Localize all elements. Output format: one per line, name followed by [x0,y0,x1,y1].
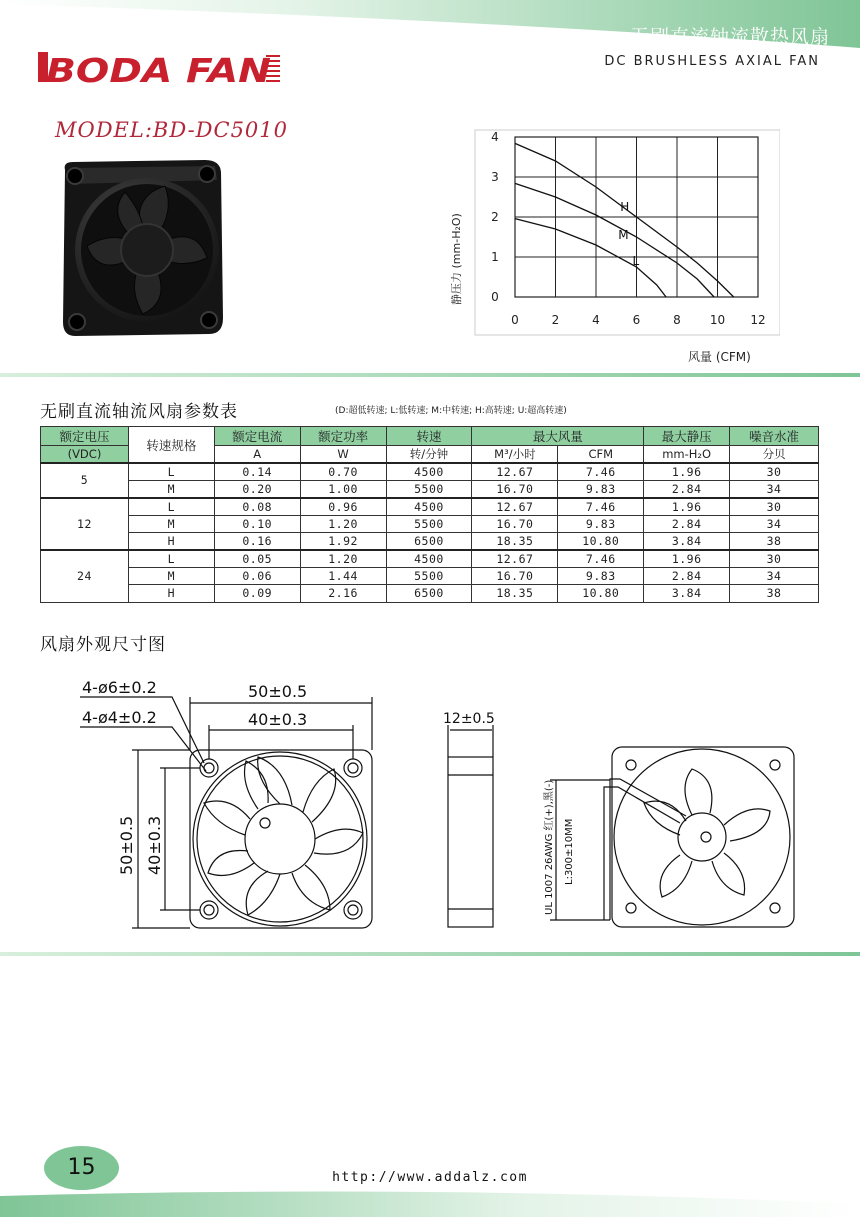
header-cn-title: 无刷直流轴流散热风扇 [629,26,830,48]
table-title: 无刷直流轴流风扇参数表 [40,402,238,422]
th-voltage: 额定电压 [41,427,129,446]
table-header-row-1 [41,427,819,446]
cell-current: 0.20 [214,480,300,497]
th-unit-mmh2o: mm-H₂O [644,446,730,464]
cell-power: 0.96 [300,498,386,515]
x-tick-label: 0 [511,313,519,327]
x-tick-label: 4 [592,313,600,327]
cell-power: 1.00 [300,480,386,497]
cell-rpm: 6500 [386,585,472,602]
cell-pressure: 1.96 [644,550,730,567]
cell-noise: 38 [730,533,819,550]
th-airflow: 最大风量 [472,427,644,446]
divider-top [0,373,860,377]
cell-m3h: 12.67 [472,463,558,480]
back-view-frame [612,747,794,927]
cell-m3h: 18.35 [472,585,558,602]
cell-m3h: 12.67 [472,498,558,515]
cell-voltage: 5 [41,463,129,498]
cell-pressure: 3.84 [644,533,730,550]
th-vdc: (VDC) [41,446,129,464]
th-unit-w: W [300,446,386,464]
table-note: (D:超低转速; L:低转速; M:中转速; H:高转速; U:超高转速) [335,406,567,416]
y-tick-label: 2 [491,210,499,224]
cell-noise: 30 [730,498,819,515]
logo-text: BODA FAN [46,51,271,88]
cell-current: 0.16 [214,533,300,550]
cell-m3h: 16.70 [472,480,558,497]
cell-cfm: 10.80 [558,533,644,550]
th-unit-m3h: M³/小时 [472,446,558,464]
header-en-title: DC BRUSHLESS AXIAL FAN [604,54,820,69]
cell-power: 2.16 [300,585,386,602]
cell-speed: H [128,533,214,550]
back-view-blades [644,769,770,897]
cell-current: 0.08 [214,498,300,515]
th-pressure: 最大静压 [644,427,730,446]
mount-holes [200,759,362,919]
cell-m3h: 16.70 [472,567,558,584]
cell-pressure: 1.96 [644,463,730,480]
th-noise: 噪音水准 [730,427,819,446]
cell-current: 0.06 [214,567,300,584]
side-view [448,757,493,927]
cell-cfm: 7.46 [558,498,644,515]
cell-noise: 38 [730,585,819,602]
th-speed: 转速规格 [128,427,214,464]
cell-cfm: 7.46 [558,463,644,480]
footer-band [0,1190,860,1217]
series-label-M: M [618,228,629,242]
cell-rpm: 5500 [386,515,472,532]
cell-power: 1.20 [300,550,386,567]
cell-voltage: 24 [41,550,129,602]
cell-speed: H [128,585,214,602]
cell-cfm: 7.46 [558,550,644,567]
cell-rpm: 4500 [386,463,472,480]
dimension-drawing [80,675,800,940]
series-line-H [515,143,734,297]
cell-m3h: 18.35 [472,533,558,550]
cell-speed: L [128,550,214,567]
cell-rpm: 4500 [386,498,472,515]
cell-power: 1.44 [300,567,386,584]
table-row [41,567,819,584]
table-row [41,463,819,480]
cell-power: 0.70 [300,463,386,480]
dim-width-inner: 40±0.3 [248,710,308,729]
cell-cfm: 9.83 [558,567,644,584]
front-view-frame [190,750,372,928]
dim-hole-outer: 4-ø6±0.2 [82,678,157,697]
chart-xlabel: 风量 (CFM) [688,350,751,364]
cell-cfm: 10.80 [558,585,644,602]
y-tick-label: 0 [491,290,499,304]
page-number: 15 [44,1146,119,1190]
footer-url[interactable]: http://www.addalz.com [332,1170,528,1185]
cell-current: 0.14 [214,463,300,480]
cell-pressure: 2.84 [644,480,730,497]
cell-pressure: 2.84 [644,567,730,584]
cell-speed: M [128,515,214,532]
x-tick-label: 6 [632,313,641,327]
series-label-H: H [620,200,630,214]
cell-rpm: 5500 [386,480,472,497]
cell-m3h: 12.67 [472,550,558,567]
cell-cfm: 9.83 [558,515,644,532]
cell-current: 0.10 [214,515,300,532]
th-power: 额定功率 [300,427,386,446]
cell-power: 1.20 [300,515,386,532]
table-row [41,585,819,602]
dim-width-outer: 50±0.5 [248,682,308,701]
table-row [41,533,819,550]
cell-m3h: 16.70 [472,515,558,532]
cell-noise: 30 [730,550,819,567]
cell-pressure: 2.84 [644,515,730,532]
cell-voltage: 12 [41,498,129,550]
brand-logo [38,44,288,88]
cell-current: 0.09 [214,585,300,602]
dim-height-outer: 50±0.5 [117,815,136,875]
drawing-title: 风扇外观尺寸图 [40,635,166,655]
dim-hole-inner: 4-ø4±0.2 [82,708,157,727]
cell-power: 1.92 [300,533,386,550]
y-tick-label: 1 [491,250,499,264]
x-tick-label: 12 [750,313,766,327]
cell-pressure: 3.84 [644,585,730,602]
cell-noise: 34 [730,480,819,497]
table-row [41,515,819,532]
cell-rpm: 4500 [386,550,472,567]
table-row [41,498,819,515]
y-tick-label: 4 [491,130,499,144]
y-tick-label: 3 [491,170,499,184]
cell-rpm: 6500 [386,533,472,550]
cell-pressure: 1.96 [644,498,730,515]
cell-speed: M [128,480,214,497]
spec-table [40,426,819,603]
th-rpm: 转速 [386,427,472,446]
cell-speed: L [128,498,214,515]
chart-ylabel: 静压力 (mm-H₂O) [450,213,463,305]
x-tick-label: 2 [551,313,560,327]
th-unit-rpm: 转/分钟 [386,446,472,464]
table-row [41,480,819,497]
th-unit-a: A [214,446,300,464]
cable-label: UL 1007 26AWG 红(+),黑(-) [544,779,555,915]
fan-product-image [55,158,230,343]
cell-rpm: 5500 [386,567,472,584]
cell-noise: 30 [730,463,819,480]
th-current: 额定电流 [214,427,300,446]
model-label: MODEL:BD-DC5010 [55,118,289,142]
series-line-L [515,219,666,297]
divider-bottom [0,952,860,956]
th-unit-db: 分贝 [730,446,819,464]
cell-speed: M [128,567,214,584]
cell-speed: L [128,463,214,480]
cable-length: L:300±10MM [564,818,575,885]
table-row [41,550,819,567]
dim-thickness: 12±0.5 [443,711,495,727]
x-tick-label: 8 [673,313,681,327]
dim-height-inner: 40±0.3 [145,815,164,875]
performance-chart [440,125,780,370]
cell-noise: 34 [730,567,819,584]
cell-current: 0.05 [214,550,300,567]
series-label-L: L [632,254,640,268]
cell-noise: 34 [730,515,819,532]
cell-cfm: 9.83 [558,480,644,497]
x-tick-label: 10 [709,313,726,327]
th-unit-cfm: CFM [558,446,644,464]
